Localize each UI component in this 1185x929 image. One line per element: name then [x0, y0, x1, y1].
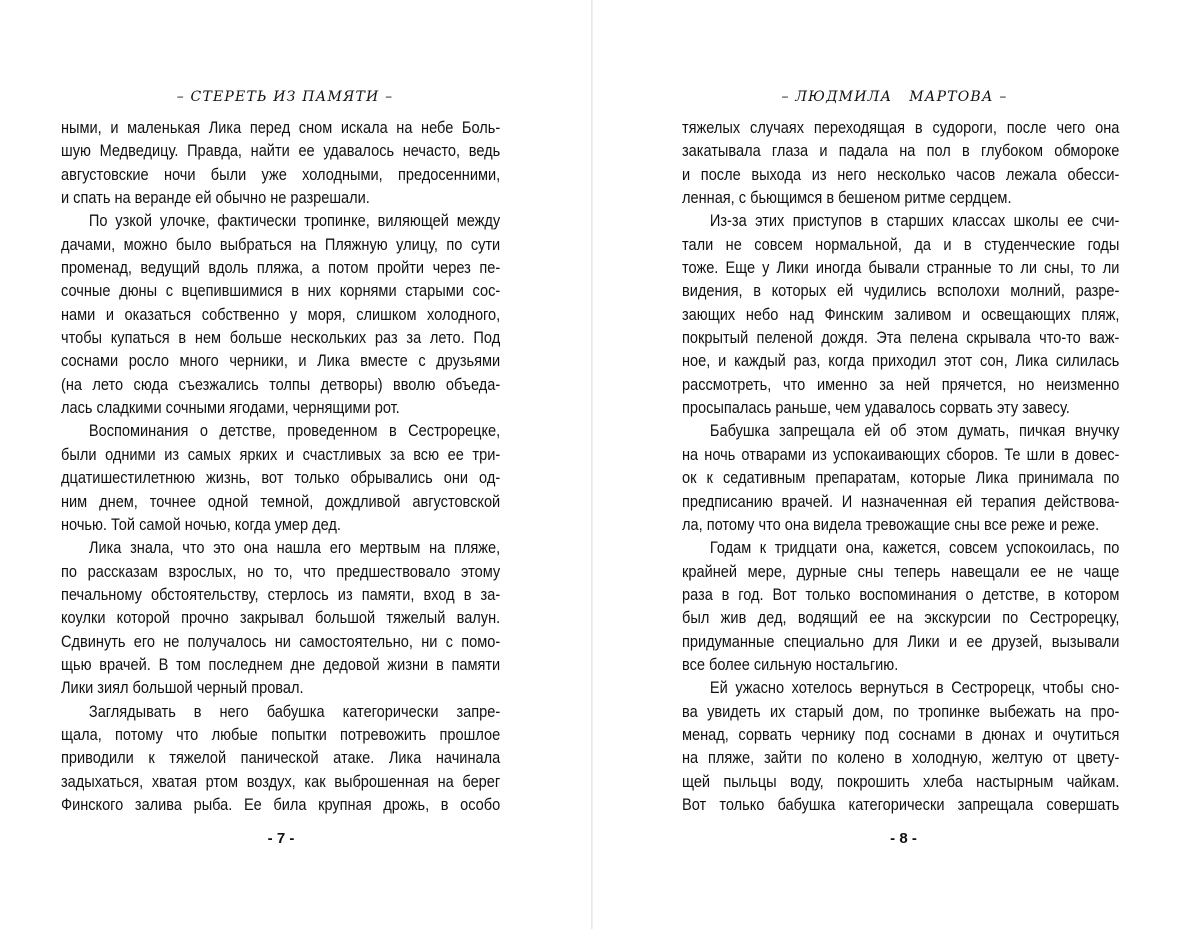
- text-line: (на лето сюда съезжались толпы детворы) вволю объеда-: [61, 375, 501, 394]
- left-page-text: [61, 117, 500, 817]
- text-line: променад, ведущий вдоль пляжа, а потом пройти через пе-: [61, 259, 501, 278]
- text-line: щала, потому что любые попытки потревожить прошлое: [61, 725, 501, 744]
- left-running-head: – СТЕРЕТЬ ИЗ ПАМЯТИ –: [176, 89, 394, 105]
- text-line: ное, и каждый раз, когда приходил этот сон, Лика силилась: [682, 352, 1120, 371]
- text-line: раза в год. Вот только воспоминания о детстве, в котором: [682, 585, 1120, 604]
- text-line: на ночь отварами из успокаивающих сборов. Те шли в довес-: [682, 445, 1120, 464]
- text-line: тали не совсем нормальной, да и в студенческие годы: [682, 235, 1120, 254]
- text-line: менад, сорвать чернику под соснами в дюнах и очутиться: [682, 725, 1120, 744]
- text-line: печальному обстоятельству, стерлось из памяти, вход в за-: [61, 585, 501, 604]
- book-gutter: [591, 0, 593, 929]
- text-line: покрытый пеленой дождя. Эта пелена скрывала что-то важ-: [682, 329, 1120, 348]
- text-line: ла, потому что она видела тревожащие сны все реже и реже.: [682, 515, 1100, 534]
- text-line: был жив дед, водящий ее на экскурсии по Сестрорецку,: [682, 609, 1120, 628]
- text-line: крайней мере, дурные сны теперь навещали ее не чаще: [682, 562, 1120, 581]
- text-line: щей пыльцы воду, покрошить хлеба настырным чайкам.: [682, 772, 1120, 791]
- text-line: Воспоминания о детстве, проведенном в Сестрорецке,: [88, 422, 501, 441]
- text-line: Лики зиял большой черный провал.: [61, 679, 304, 698]
- text-line: Лика знала, что это она нашла его мертвым на пляже,: [88, 539, 501, 558]
- text-line: Ей ужасно хотелось вернуться в Сестрорецк, чтобы сно-: [709, 679, 1120, 698]
- text-line: ок к седативным препаратам, которые Лика принимала по: [682, 469, 1120, 488]
- text-line: соснами росло много черники, и Лика вместе с друзьями: [61, 352, 501, 371]
- text-line: сочные дюны с вцепившимися в них корнями старыми сос-: [61, 282, 501, 301]
- text-line: просыпалась раньше, чем удавалось сорвать эту завесу.: [682, 399, 1070, 418]
- text-line: на пляже, зайти по колено в холодную, желтую от цвету-: [682, 749, 1120, 768]
- text-line: и спать на веранде ей обычно не разрешали.: [61, 189, 370, 208]
- left-page-number: - 7 -: [267, 830, 295, 847]
- text-line: Годам к тридцати она, кажется, совсем успокоилась, по: [709, 539, 1120, 558]
- text-line: дачами, можно было выбраться на Пляжную улицу, по сути: [61, 235, 501, 254]
- text-line: Сдвинуть его не получалось ни самостоятельно, ни с помо-: [61, 632, 501, 651]
- text-line: зающих небо над Финским заливом и освещающих пляж,: [682, 305, 1120, 324]
- text-line: Финского залива рыба. Ее била крупная дрожь, в особо: [61, 795, 501, 814]
- text-line: все более сильную ностальгию.: [682, 655, 899, 674]
- right-page-number: - 8 -: [890, 830, 917, 847]
- text-line: задыхаться, хватая ртом воздух, как выброшенная на берег: [61, 772, 501, 791]
- right-page-text: [682, 117, 1119, 817]
- text-line: ными, и маленькая Лика перед сном искала на небе Боль-: [61, 119, 501, 137]
- left-page: [0, 0, 590, 929]
- text-line: шую Медведицу. Правда, найти ее удавалось нечасто, ведь: [61, 142, 501, 161]
- text-line: лась сладкими сочными ягодами, чернящими рот.: [61, 399, 400, 418]
- text-line: коулки которой прочно закрывал большой тяжелый валун.: [61, 609, 501, 628]
- text-line: и после выхода из него несколько часов лежала обесси-: [682, 165, 1120, 184]
- text-line: Заглядывать в него бабушка категорически запре-: [88, 702, 501, 721]
- text-line: предписанию врачей. И назначенная ей терапия действова-: [682, 492, 1120, 511]
- text-line: тяжелых случаях переходящая в судороги, после чего она: [682, 119, 1120, 137]
- text-line: чтобы купаться в нем больше нескольких раз за лето. Под: [61, 329, 501, 348]
- text-line: закатывала глаза и падала на пол в глубоком обмороке: [682, 142, 1120, 161]
- text-line: ва увидеть их старый дом, по тропинке выбежать на про-: [682, 702, 1120, 721]
- text-line: рассмотреть, что именно за ней прячется, но неизменно: [682, 375, 1120, 394]
- text-line: тоже. Еще у Лики иногда бывали странные то ли сны, то ли: [682, 259, 1120, 278]
- text-line: Бабушка запрещала ей об этом думать, пичкая внучку: [709, 422, 1120, 441]
- text-line: Вот только бабушка категорически запрещала совершать: [682, 795, 1120, 814]
- text-line: ленная, с бьющимся в бешеном ритме сердцем.: [682, 189, 1012, 208]
- text-line: ночью. Той самой ночью, когда умер дед.: [61, 515, 341, 534]
- text-line: дцатишестилетнюю жизнь, вот только обрывались они од-: [61, 469, 501, 488]
- right-running-head: – ЛЮДМИЛА МАРТОВА –: [781, 89, 1008, 105]
- text-line: приводили к тяжелой панической атаке. Лика начинала: [61, 749, 501, 768]
- text-line: ним днем, точнее одной темной, дождливой августовской: [61, 492, 501, 511]
- text-line: нами и оказаться собственно у моря, слишком холодного,: [61, 305, 501, 324]
- text-line: августовские ночи были уже холодными, предосенними,: [61, 165, 501, 184]
- text-line: щью врачей. В том последнем дне дедовой жизни в памяти: [61, 655, 501, 674]
- text-line: были одними из самых ярких и счастливых за всю ее три-: [61, 445, 501, 464]
- right-page: [594, 0, 1185, 929]
- text-line: По узкой улочке, фактически тропинке, виляющей между: [88, 212, 501, 231]
- text-line: Из-за этих приступов в старших классах школы ее счи-: [709, 212, 1120, 231]
- text-line: придуманные специально для Лики и ее друзей, вызывали: [682, 632, 1120, 651]
- text-line: по рассказам взрослых, но то, что предшествовало этому: [61, 562, 501, 581]
- text-line: видения, в которых ей чудились всполохи молний, разре-: [682, 282, 1120, 301]
